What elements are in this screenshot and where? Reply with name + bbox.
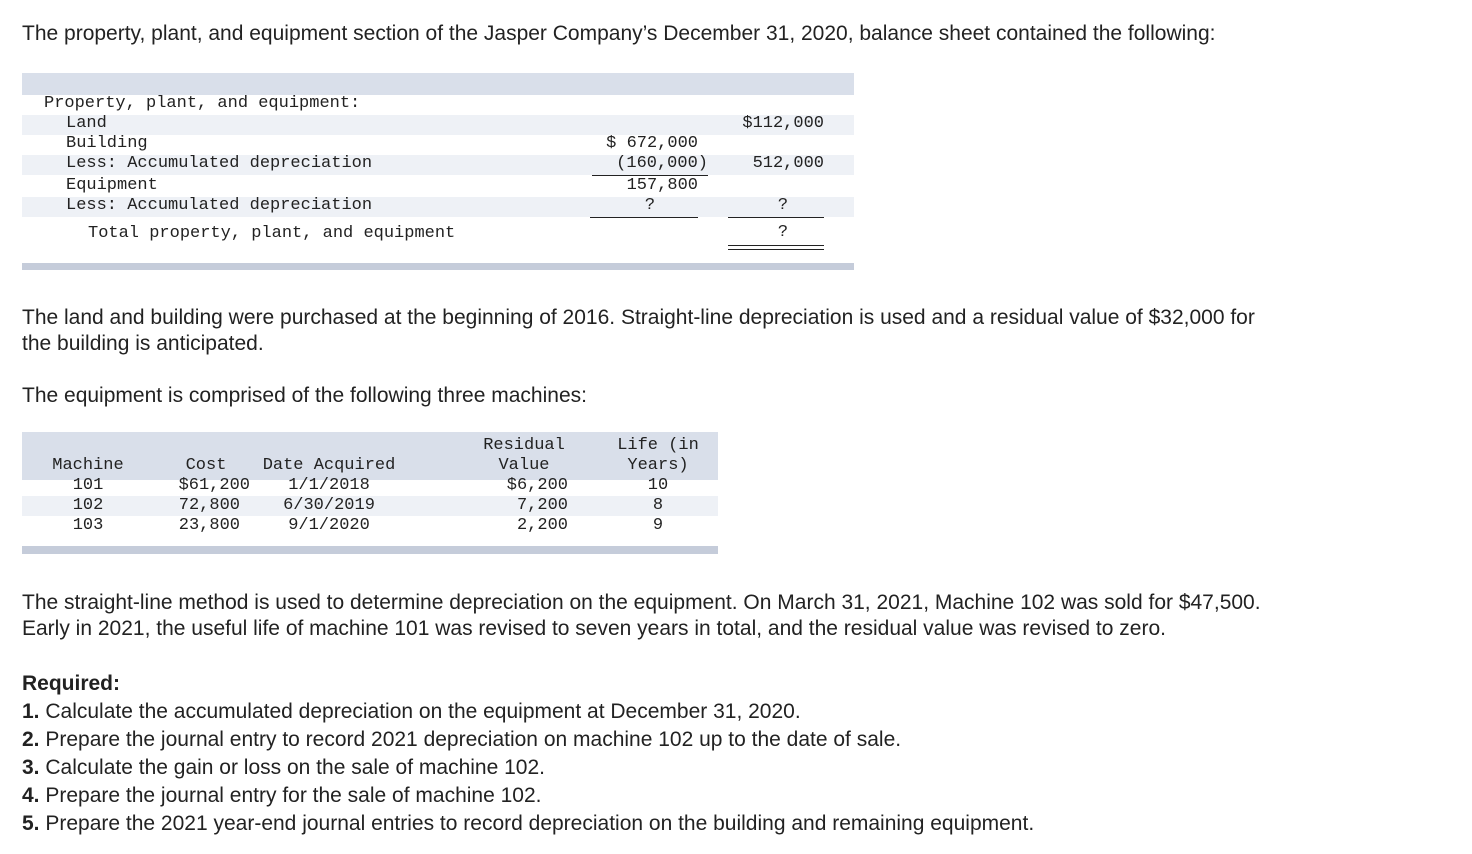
sale-text-2: Early in 2021, the useful life of machine 101 was revised to seven years in total, and the residual value was revised to zero. [22,617,1166,640]
equipment-accum-dep-label: Less: Accumulated depreciation [66,196,373,215]
machine-102-life: 8 [652,496,664,515]
land-value: $112,000 [742,114,824,133]
required-item-4: 4. Prepare the journal entry for the sale of machine 102. [22,784,542,807]
building-net-value: 512,000 [752,154,824,173]
building-accum-dep-label: Less: Accumulated depreciation [66,154,373,173]
header-residual-1: Residual [483,436,565,455]
required-item-1: 1. Calculate the accumulated depreciation on the equipment at December 31, 2020. [22,700,801,723]
equipment-label: Equipment [66,176,158,195]
ppe-header: Property, plant, and equipment: [44,94,361,113]
machine-103-cost: 23,800 [178,516,240,535]
balance-sheet-table [22,73,854,270]
machine-101-id: 101 [72,476,104,495]
machine-101-life: 10 [647,476,669,495]
machine-103-life: 9 [652,516,664,535]
header-cost: Cost [185,456,227,475]
table-footer-bar [22,263,854,270]
required-section [22,670,1034,838]
machine-103-date: 9/1/2020 [288,516,370,535]
required-item-5: 5. Prepare the 2021 year-end journal entries to record depreciation on the building and remaining equipment. [22,812,1035,835]
header-life-2: Years) [627,456,689,475]
required-item-3: 3. Calculate the gain or loss on the sale of machine 102. [22,756,545,779]
machine-102-id: 102 [72,496,104,515]
double-underline-top [728,245,824,246]
table-header-bar [22,73,854,95]
underline [728,217,824,218]
machine-103-id: 103 [72,516,104,535]
required-item-2: 2. Prepare the journal entry to record 2021 depreciation on machine 102 up to the date of sale. [22,728,902,751]
equipment-net-value: ? [777,196,789,215]
building-label: Building [66,134,148,153]
machine-102-date: 6/30/2019 [283,496,375,515]
intro-text: The property, plant, and equipment section of the Jasper Company’s December 31, 2020, balance sheet contained the following: [22,22,1216,45]
building-accum-dep-value: (160,000) [616,154,708,173]
header-machine: Machine [52,456,124,475]
sale-text-1: The straight-line method is used to determine depreciation on the equipment. On March 31, 2021, Machine 102 was sold for $47,500. [22,591,1261,614]
machine-103-residual: 2,200 [516,516,568,535]
land-building-text-1: The land and building were purchased at the beginning of 2016. Straight-line depreciation is used and a residual value of $32,000 for [22,306,1255,329]
total-ppe-label: Total property, plant, and equipment [88,224,456,243]
header-residual-2: Value [498,456,550,475]
machines-table [22,432,718,554]
header-date-acquired: Date Acquired [262,456,396,475]
equipment-intro-text: The equipment is comprised of the following three machines: [22,384,587,407]
land-building-text-2: the building is anticipated. [22,332,264,355]
underline [592,175,708,176]
machine-102-cost: 72,800 [178,496,240,515]
land-label: Land [66,114,107,133]
equipment-cost: 157,800 [626,176,698,195]
header-life-1: Life (in [617,436,699,455]
table-footer-bar [22,546,718,554]
machine-101-date: 1/1/2018 [288,476,370,495]
double-underline-bottom [728,249,824,250]
building-cost: $ 672,000 [606,134,698,153]
machine-102-residual: 7,200 [516,496,568,515]
equipment-accum-dep-value: ? [644,196,656,215]
machine-101-cost: $61,200 [178,476,250,495]
total-ppe-value: ? [777,223,789,242]
underline [590,217,698,218]
machine-101-residual: $6,200 [506,476,568,495]
required-heading: Required: [22,672,121,695]
